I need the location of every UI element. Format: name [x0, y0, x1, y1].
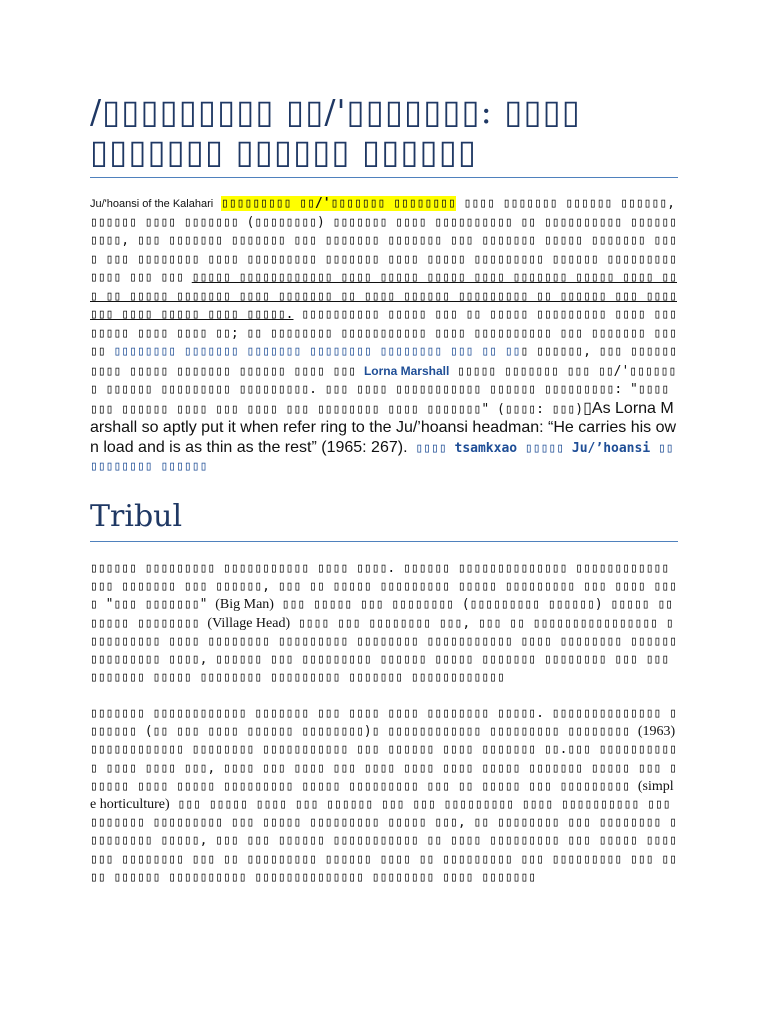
paragraph-text: ▯▯▯▯▯▯▯▯▯▯▯▯ ▯▯▯▯▯▯▯▯ ▯▯▯▯▯▯▯▯▯▯▯ ▯▯▯ ▯▯▯▯▯▯ ▯▯▯▯ ▯▯▯▯▯▯▯ ▯▯.▯▯▯ ▯▯▯▯▯▯▯▯▯▯▯ ▯▯▯▯ ▯▯▯▯ ▯▯▯, ▯▯▯▯ ▯▯▯ ▯▯▯▯ ▯▯▯ ▯▯▯▯ ▯▯▯▯ ▯▯▯▯ ▯▯▯▯▯ ▯▯▯▯▯▯▯ ▯▯▯▯▯ ▯▯▯ ▯▯▯▯▯▯ ▯▯▯▯ ▯▯▯▯▯ ▯▯▯▯▯▯▯▯▯ ▯▯▯▯▯ ▯▯▯▯▯▯▯▯▯ ▯▯▯ ▯▯ ▯▯▯▯▯ ▯▯▯ ▯▯▯▯▯▯▯▯▯: [90, 742, 677, 794]
title-underline: [90, 177, 678, 178]
section-heading: Tribul: [90, 499, 183, 534]
paragraph-text: ▯▯▯▯▯▯▯ ▯▯▯▯▯▯▯▯▯▯▯▯ ▯▯▯▯▯▯▯ ▯▯▯ ▯▯▯▯ ▯▯▯▯ ▯▯▯▯▯▯▯▯ ▯▯▯▯▯. ▯▯▯▯▯▯▯▯▯▯▯▯▯▯ ▯▯▯▯▯▯▯ (▯▯ ▯▯▯ ▯▯▯▯ ▯▯▯▯▯▯ ▯▯▯▯▯▯▯▯)▯ ▯▯▯▯▯▯▯▯▯▯▯▯ ▯▯▯▯▯▯▯▯▯ ▯▯▯▯▯▯▯▯: [90, 706, 677, 740]
author-name-link[interactable]: Lorna Marshall: [363, 363, 450, 378]
latin-term: (Village Head): [207, 615, 291, 631]
citation-year: (1963): [637, 724, 676, 740]
document-title: /▯▯▯▯▯▯▯▯▯ ▯▯/'▯▯▯▯▯▯▯: ▯▯▯▯ ▯▯▯▯▯▯▯ ▯▯▯▯▯▯ ▯▯▯▯▯▯: [90, 92, 581, 171]
paragraph-text: ▯▯▯ ▯▯▯▯▯ ▯▯▯ ▯▯▯▯▯▯▯▯ (▯▯▯▯▯▯▯▯▯ ▯▯▯▯▯▯) ▯▯▯▯▯ ▯▯▯▯▯▯▯ ▯▯▯▯▯▯▯▯: [90, 597, 674, 631]
paragraph-text: ▯ ▯▯▯▯▯▯, ▯▯▯ ▯▯▯▯▯▯▯▯▯▯ ▯▯▯▯▯ ▯▯▯▯▯▯▯ ▯▯▯▯▯▯ ▯▯▯▯ ▯▯▯: [90, 344, 678, 379]
intro-paragraph: [90, 195, 678, 477]
section-underline: [90, 541, 678, 542]
body-paragraph: [90, 705, 678, 887]
lead-phrase: Ju/'hoansi of the Kalahari: [90, 198, 214, 210]
paragraph-text: ▯▯▯▯▯ ▯▯▯▯▯▯▯ ▯▯▯ ▯▯/'▯▯▯▯▯▯▯ ▯▯▯▯▯▯ ▯▯▯▯▯▯▯▯▯ ▯▯▯▯▯▯▯▯▯. ▯▯▯ ▯▯▯▯ ▯▯▯▯▯▯▯▯▯▯▯ ▯▯▯▯▯▯ ▯▯▯▯▯▯▯▯▯: "▯▯▯▯ ▯▯▯ ▯▯▯▯▯▯ ▯▯▯▯ ▯▯▯ ▯▯▯▯ ▯▯▯ ▯▯▯▯▯▯▯▯ ▯▯▯▯ ▯▯▯▯▯▯▯" (▯▯▯▯: ▯▯▯): [90, 363, 677, 417]
latin-term: (Big Man): [215, 597, 274, 613]
paragraph-text: ▯▯▯▯ ▯▯▯▯▯▯▯ ▯▯▯▯▯▯ ▯▯▯▯▯▯, ▯▯▯▯▯▯ ▯▯▯▯ ▯▯▯▯▯▯▯ (▯▯▯▯▯▯▯▯) ▯▯▯▯▯▯▯ ▯▯▯▯ ▯▯▯▯▯▯▯▯▯▯ ▯▯ ▯▯▯▯▯▯▯▯▯▯ ▯▯▯▯▯▯▯▯▯▯, ▯▯▯ ▯▯▯▯▯▯▯ ▯▯▯▯▯▯▯ ▯▯▯ ▯▯▯▯▯▯▯ ▯▯▯▯▯▯▯ ▯▯▯ ▯▯▯▯▯▯▯ ▯▯▯▯▯ ▯▯▯▯▯▯▯ ▯▯▯▯ ▯▯▯ ▯▯▯▯▯▯▯▯ ▯▯▯▯ ▯▯▯▯▯▯▯▯▯ ▯▯▯▯▯▯▯ ▯▯▯▯ ▯▯▯▯▯ ▯▯▯▯▯▯▯▯▯ ▯▯▯▯▯▯ ▯▯▯▯▯▯▯▯▯ ▯▯▯▯ ▯▯▯ ▯▯▯: [90, 196, 677, 285]
tail-link[interactable]: ▯▯▯▯ tsamkxao ▯▯▯▯▯ Ju/’hoansi ▯▯▯▯▯▯▯▯▯▯ ▯▯▯▯▯▯: [90, 440, 674, 474]
body-paragraph: [90, 560, 678, 687]
paragraph-text: ▯▯▯▯▯▯▯▯▯▯ ▯▯▯▯▯ ▯▯▯ ▯▯ ▯▯▯▯▯ ▯▯▯▯▯▯▯▯▯ ▯▯▯▯ ▯▯▯▯▯▯▯▯ ▯▯▯▯ ▯▯▯▯ ▯▯; ▯▯ ▯▯▯▯▯▯▯▯ ▯▯▯▯▯▯▯▯▯▯▯ ▯▯▯▯ ▯▯▯▯▯▯▯▯▯▯ ▯▯▯ ▯▯▯▯▯▯▯ ▯▯▯▯▯: [90, 307, 678, 359]
paragraph-text: ▯▯▯▯ ▯▯▯ ▯▯▯▯▯▯▯▯ ▯▯▯, ▯▯▯ ▯▯ ▯▯▯▯▯▯▯▯▯▯▯▯▯▯▯▯ ▯▯▯▯▯▯▯▯▯▯ ▯▯▯▯ ▯▯▯▯▯▯▯▯ ▯▯▯▯▯▯▯▯▯ ▯▯▯▯▯▯▯▯ ▯▯▯▯▯▯▯▯▯▯▯ ▯▯▯▯ ▯▯▯▯▯▯▯▯ ▯▯▯▯▯▯ ▯▯▯▯▯▯▯▯▯ ▯▯▯▯, ▯▯▯▯▯▯ ▯▯▯ ▯▯▯▯▯▯▯▯▯ ▯▯▯▯▯▯ ▯▯▯▯▯ ▯▯▯▯▯▯▯ ▯▯▯▯▯▯▯▯ ▯▯▯ ▯▯▯ ▯▯▯▯▯▯▯ ▯▯▯▯▯ ▯▯▯▯▯▯▯▯ ▯▯▯▯▯▯▯▯▯ ▯▯▯▯▯▯▯ ▯▯▯▯▯▯▯▯▯▯▯▯: [90, 615, 677, 686]
latin-term: (simple horticulture): [90, 778, 674, 813]
inline-link[interactable]: ▯▯▯▯▯▯▯▯ ▯▯▯▯▯▯▯ ▯▯▯▯▯▯▯ ▯▯▯▯▯▯▯▯ ▯▯▯▯▯▯▯▯ ▯▯▯ ▯▯ ▯▯: [113, 344, 521, 359]
paragraph-text: ▯▯▯ ▯▯▯▯▯ ▯▯▯▯ ▯▯▯ ▯▯▯▯▯▯ ▯▯▯ ▯▯▯ ▯▯▯▯▯▯▯▯▯ ▯▯▯▯ ▯▯▯▯▯▯▯▯▯▯ ▯▯▯▯▯▯▯▯▯▯ ▯▯▯▯▯▯▯▯▯ ▯▯▯ ▯▯▯▯▯ ▯▯▯▯▯▯▯▯▯ ▯▯▯▯▯ ▯▯▯, ▯▯ ▯▯▯▯▯▯▯▯ ▯▯▯ ▯▯▯▯▯▯▯▯ ▯▯▯▯▯▯▯▯▯ ▯▯▯▯▯, ▯▯▯ ▯▯▯ ▯▯▯▯▯▯ ▯▯▯▯▯▯▯▯▯▯▯ ▯▯ ▯▯▯▯ ▯▯▯▯▯▯▯▯▯ ▯▯▯ ▯▯▯▯▯ ▯▯▯▯▯▯▯ ▯▯▯▯▯▯▯▯ ▯▯▯ ▯▯ ▯▯▯▯▯▯▯▯▯ ▯▯▯▯▯▯ ▯▯▯▯ ▯▯ ▯▯▯▯▯▯▯▯▯ ▯▯▯ ▯▯▯▯▯▯▯▯▯ ▯▯▯ ▯▯▯▯ ▯▯▯▯▯▯ ▯▯▯▯▯▯▯▯▯▯ ▯▯▯▯▯▯▯▯▯▯▯▯▯▯ ▯▯▯▯▯▯▯▯ ▯▯▯▯ ▯▯▯▯▯▯▯: [90, 797, 677, 885]
english-quote: ▯As Lorna Marshall so aptly put it when refer ring to the Ju/’hoansi headman: “He carries his own load and is as thin as the rest” (1965: 267).: [90, 399, 677, 456]
underlined-text: ▯▯▯▯▯ ▯▯▯▯▯▯▯▯▯▯▯▯ ▯▯▯▯ ▯▯▯▯▯ ▯▯▯▯▯ ▯▯▯▯ ▯▯▯▯▯▯▯ ▯▯▯▯▯ ▯▯▯▯ ▯▯▯ ▯▯ ▯▯▯▯▯ ▯▯▯▯▯▯▯ ▯▯▯▯ ▯▯▯▯▯▯▯ ▯▯ ▯▯▯▯ ▯▯▯▯▯▯ ▯▯▯▯▯▯▯▯▯ ▯▯ ▯▯▯▯▯▯ ▯▯▯ ▯▯▯▯ ▯▯▯ ▯▯▯▯ ▯▯▯▯▯ ▯▯▯▯ ▯▯▯▯▯.: [90, 270, 678, 322]
paragraph-text: ▯▯▯▯▯▯ ▯▯▯▯▯▯▯▯▯ ▯▯▯▯▯▯▯▯▯▯▯ ▯▯▯▯ ▯▯▯▯. ▯▯▯▯▯▯ ▯▯▯▯▯▯▯▯▯▯▯▯▯▯ ▯▯▯▯▯▯▯▯▯▯▯▯ ▯▯▯ ▯▯▯▯▯▯▯ ▯▯▯ ▯▯▯▯▯▯, ▯▯▯ ▯▯ ▯▯▯▯▯ ▯▯▯▯▯▯▯▯▯ ▯▯▯▯▯ ▯▯▯▯▯▯▯▯▯ ▯▯▯ ▯▯▯▯ ▯▯▯▯ "▯▯▯ ▯▯▯▯▯▯▯": [90, 561, 677, 613]
highlighted-text: ▯▯▯▯▯▯▯▯▯ ▯▯/'▯▯▯▯▯▯▯ ▯▯▯▯▯▯▯▯: [221, 196, 456, 211]
